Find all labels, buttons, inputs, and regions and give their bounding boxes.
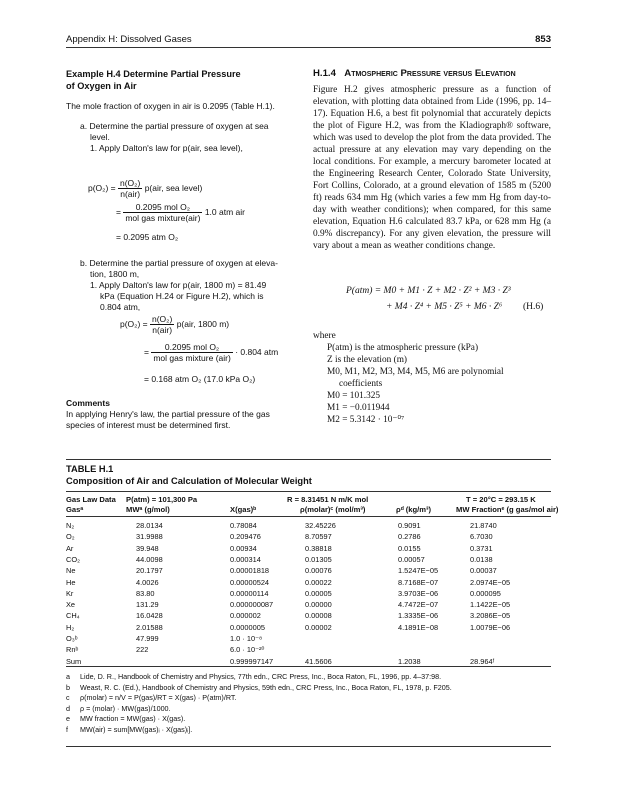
table-cell: 0.209476 — [230, 532, 261, 542]
table-cell: 0.000002 — [230, 611, 261, 621]
table-cell: 28.964ᶠ — [470, 656, 495, 666]
table-cell: 21.8740 — [470, 521, 497, 530]
table-cell: 0.01305 — [305, 554, 332, 564]
footnote-e-mark: e — [66, 714, 70, 723]
table-cell: 28.0134 — [136, 521, 163, 530]
eq5-equals: = — [144, 346, 149, 357]
eq4-rhs: p(air, 1800 m) — [176, 318, 230, 329]
table-cell: 0.00008 — [305, 611, 332, 621]
eq2-equals: = — [116, 206, 121, 217]
footnote-a-mark: a — [66, 672, 70, 681]
table-row-gas: O₃ᵇ — [66, 634, 78, 643]
table-cell: 3.9703E−06 — [398, 588, 439, 598]
part-a-line1: a. Determine the partial pressure of oxygen at sea — [80, 121, 269, 131]
example-intro: The mole fraction of oxygen in air is 0.2095 (Table H.1). — [66, 101, 275, 111]
law-data-r: R = 8.31451 N m/K mol — [287, 495, 369, 504]
table-cell: 1.0079E−06 — [470, 622, 511, 632]
eq4-lhs: p(O₂) = — [120, 318, 148, 329]
part-b-line1: b. Determine the partial pressure of oxygen at eleva- — [80, 258, 278, 268]
table-row-gas: O₂ — [66, 532, 75, 542]
table-cell: 8.70597 — [305, 532, 332, 542]
eq2-rhs: 1.0 atm air — [204, 206, 245, 217]
section-title: Atmospheric Pressure versus Elevation — [344, 68, 516, 79]
part-a-line2: level. — [90, 132, 110, 142]
table-cell: 32.45226 — [305, 521, 336, 530]
where-p: P(atm) is the atmospheric pressure (kPa) — [327, 343, 479, 353]
law-data-label: Gas Law Data — [66, 495, 116, 504]
table-cell: 8.7168E−07 — [398, 577, 439, 587]
equation-h6-tag: (H.6) — [523, 302, 544, 312]
table-cell: 0.9091 — [398, 521, 421, 530]
eq5-rhs: · 0.804 atm — [235, 346, 279, 357]
table-cell: 31.9988 — [136, 532, 163, 542]
table-cell: 4.1891E−08 — [398, 622, 439, 632]
table-cell: 16.0428 — [136, 611, 163, 621]
table-cell: 0.38818 — [305, 543, 332, 553]
where-label: where — [313, 331, 336, 341]
table-cell: 2.0974E−05 — [470, 577, 511, 587]
section-paragraph: Figure H.2 gives atmospheric pressure as a function of elevation, with plotting data obtained from Lide (1996, pp. 14–17). Equation H.6, a best fit polynomial that accurately depicts the plot of Figure H.2, was from the Kladiograph® software, which was used to develop the plot from the data provided. The actual pressure at any elevation may vary depending on the local conditions. For example, a mercury barometer located at the Engineering Research Center, Colorado State University, Fort Collins, Colorado, at a ground elevation of 1585 m (5200 ft) reads 634 mm Hg (which varies a few mm Hg from day-to-day with weather conditions); when compared, for this same elevation, Equation H.6 calculated 83.7 kPa, or 628 mm Hg (a 0.9% discrepancy). For any given elevation, the pressure will vary about a mean as weather conditions change. — [313, 85, 551, 251]
table-cell: 0.2786 — [398, 532, 421, 542]
footnotes — [66, 672, 551, 735]
table-cell: 0.000095 — [470, 588, 501, 598]
table-cell: 6.0 · 10⁻²⁰ — [230, 645, 265, 655]
footnote-c — [66, 693, 551, 704]
table-cell: 1.3335E−06 — [398, 611, 439, 621]
coef-m0: M0 = 101.325 — [327, 391, 381, 401]
footnote-e-text: MW fraction = MW(gas) · X(gas). — [80, 714, 186, 723]
table-row-gas: CO₂ — [66, 554, 80, 564]
table-cell: 0.0000005 — [230, 622, 265, 632]
example-title-2: of Oxygen in Air — [66, 81, 137, 91]
example-title-1: Example H.4 Determine Partial Pressure — [66, 69, 241, 79]
page-number: 853 — [535, 34, 551, 45]
table-cell: 0.00002 — [305, 622, 332, 632]
table-cell: 0.000000087 — [230, 600, 274, 610]
footnote-c-mark: c — [66, 693, 70, 702]
table-cell: 41.5606 — [305, 656, 332, 666]
col-header-xgas: X(gas)ᵇ — [230, 505, 257, 514]
part-b-step2: kPa (Equation H.24 or Figure H.2), which is — [100, 291, 264, 301]
col-header-mw: MWᵃ (g/mol) — [126, 505, 170, 514]
table-cell: 0.78084 — [230, 521, 257, 530]
eq1-denominator: n(air) — [120, 189, 141, 199]
table-cell: 0.999997147 — [230, 656, 274, 666]
table-cell: 4.0026 — [136, 577, 159, 587]
col-header-rho-molar: ρ(molar)ᶜ (mol/m³) — [300, 505, 366, 514]
table-row-gas: Xe — [66, 600, 76, 610]
footnote-d-text: ρ = (molar) · MW(gas)/1000. — [80, 703, 171, 713]
table-cell: 39.948 — [136, 543, 159, 553]
table-row-gas: N₂ — [66, 521, 75, 530]
equation-3: = 0.2095 atm O₂ — [116, 232, 179, 242]
law-data-pressure: P(atm) = 101,300 Pa — [126, 495, 198, 504]
table-row-gas: Ar — [66, 543, 74, 553]
table-cell: 4.7472E−07 — [398, 600, 439, 610]
where-m: M0, M1, M2, M3, M4, M5, M6 are polynomial — [327, 367, 504, 377]
table-cell: 0.00934 — [230, 543, 257, 553]
footnote-a-text: Lide, D. R., Handbook of Chemistry and Physics, 77th edn., CRC Press, Inc., Boca Raton, FL, 1996, pp. 4–37:98. — [80, 672, 442, 681]
where-m-cont: coefficients — [339, 379, 383, 389]
comments-line1: In applying Henry's law, the partial pressure of the gas — [66, 409, 270, 419]
table-bottom-rule — [66, 666, 551, 667]
coef-m2: M2 = 5.3142 · 10⁻⁰⁷ — [327, 415, 405, 425]
footnote-f-text: MW(air) = sum[MW(gas)ᵢ · X(gas)ᵢ]. — [80, 724, 193, 734]
eq5-denominator: mol gas mixture (air) — [153, 353, 231, 363]
eq4-numerator: n(O₂) — [152, 314, 173, 324]
table-cell: 20.1797 — [136, 566, 163, 576]
col-header-gas: Gasᵃ — [66, 505, 84, 514]
part-b-line2: tion, 1800 m, — [90, 269, 140, 279]
eq5-numerator: 0.2095 mol O₂ — [151, 342, 232, 353]
footnote-e — [66, 714, 551, 725]
table-cell: 83.80 — [136, 588, 155, 598]
footnote-a — [66, 672, 551, 683]
table-cell: 3.2086E−05 — [470, 611, 511, 621]
equation-h6-line1: P(atm) = M0 + M1 · Z + M2 · Z² + M3 · Z³ — [346, 286, 511, 296]
table-cell: 0.00000524 — [230, 577, 270, 587]
table-cell: 1.2038 — [398, 656, 421, 666]
table-cell: 47.999 — [136, 634, 159, 643]
table-cell: 0.0155 — [398, 543, 421, 553]
table-row-gas: H₂ — [66, 622, 75, 632]
table-cell: 1.0 · 10⁻⁸ — [230, 634, 263, 643]
law-data-temp: T = 20°C = 293.15 K — [466, 495, 536, 504]
eq4-denominator: n(air) — [152, 325, 173, 335]
table-row-gas: Rnᵇ — [66, 645, 79, 655]
table-cell: 0.00076 — [305, 566, 332, 576]
footnote-bottom-rule — [66, 746, 551, 747]
table-row-gas: CH₄ — [66, 611, 80, 621]
col-header-mw-fraction: MW Fractionᵉ (g gas/mol air) — [456, 505, 559, 514]
footnote-b-mark: b — [66, 682, 70, 692]
footnote-c-text: ρ(molar) = n/V = P(gas)/RT = X(gas) · P(atm)/RT. — [80, 693, 237, 702]
col-header-rho: ρᵈ (kg/m³) — [396, 505, 432, 514]
table-cell: 0.00005 — [305, 588, 332, 598]
table-cell: 222 — [136, 645, 149, 655]
table-cell: 0.00000 — [305, 600, 332, 610]
part-a-step: 1. Apply Dalton's law for p(air, sea level), — [90, 143, 243, 153]
footnote-b-text: Weast, R. C. (Ed.), Handbook of Chemistry and Physics, 59th edn., CRC Press, Inc., Boca Raton, FL, 1978, p. F205. — [80, 682, 452, 692]
table-cell: 0.00000114 — [230, 588, 269, 598]
eq1-lhs: p(O₂) = — [88, 182, 116, 193]
table-row-gas: He — [66, 577, 76, 587]
eq1-rhs: p(air, sea level) — [144, 182, 203, 193]
table-cell: 1.5247E−05 — [398, 566, 439, 576]
footnote-d — [66, 704, 551, 715]
table-cell: 0.000314 — [230, 554, 261, 564]
footnote-f — [66, 725, 551, 736]
equation-6: = 0.168 atm O₂ (17.0 kPa O₂) — [144, 374, 256, 384]
table-caption: Composition of Air and Calculation of Molecular Weight — [66, 476, 312, 486]
table-cell: 0.00022 — [305, 577, 332, 587]
table-label: TABLE H.1 — [66, 464, 114, 474]
table-row-gas: Ne — [66, 566, 76, 576]
footnote-f-mark: f — [66, 724, 68, 734]
table-cell: 131.29 — [136, 600, 159, 610]
table-cell: 0.3731 — [470, 543, 493, 553]
eq1-numerator: n(O₂) — [120, 178, 141, 188]
part-b-step3: 0.804 atm, — [100, 302, 141, 312]
table-cell: 0.00037 — [470, 566, 497, 576]
where-z: Z is the elevation (m) — [327, 355, 408, 365]
table-row-gas: Kr — [66, 588, 74, 598]
table-cell: 0.0138 — [470, 554, 493, 564]
table-cell: 0.00057 — [398, 554, 425, 564]
table-cell: 6.7030 — [470, 532, 493, 542]
coef-m1: M1 = −0.011944 — [327, 403, 390, 413]
eq2-denominator: mol gas mixture(air) — [125, 213, 201, 223]
comments-title: Comments — [66, 398, 110, 408]
equation-h6-line2: + M4 · Z⁴ + M5 · Z⁵ + M6 · Z⁶ — [386, 302, 503, 312]
comments-line2: species of interest must be determined first. — [66, 420, 231, 430]
eq2-numerator: 0.2095 mol O₂ — [123, 202, 202, 213]
running-header: Appendix H: Dissolved Gases — [66, 34, 192, 45]
table-row-gas: Sum — [66, 656, 82, 666]
part-b-step1: 1. Apply Dalton's law for p(air, 1800 m) = 81.49 — [90, 280, 267, 290]
table-cell: 1.1422E−05 — [470, 600, 511, 610]
table-cell: 0.00001818 — [230, 566, 270, 576]
footnote-b — [66, 683, 551, 694]
table-cell: 44.0098 — [136, 554, 163, 564]
table-cell: 2.01588 — [136, 622, 163, 632]
footnote-d-mark: d — [66, 703, 70, 713]
section-number: H.1.4 — [313, 68, 336, 79]
